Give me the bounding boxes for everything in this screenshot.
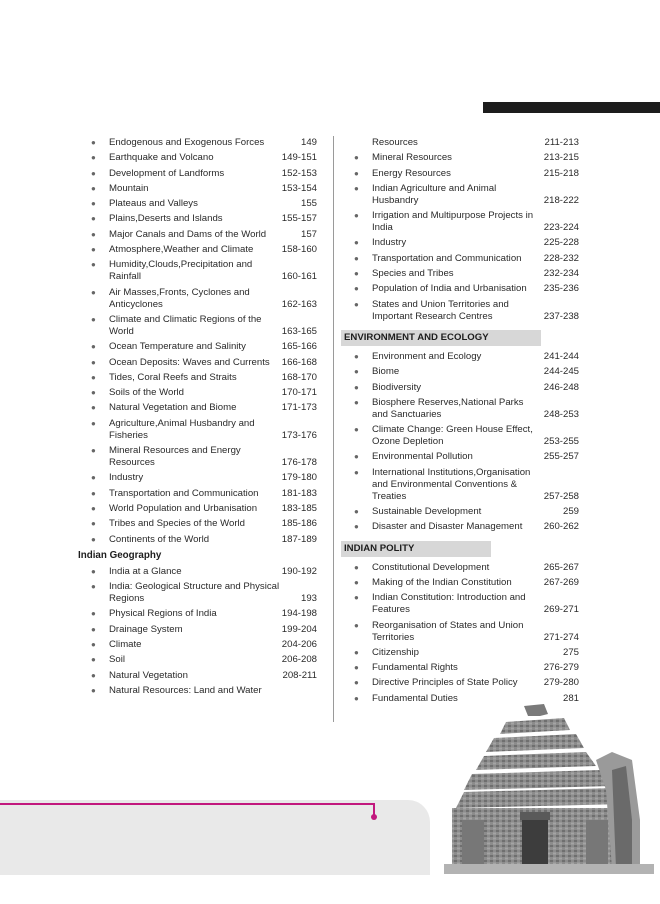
bullet-icon: ● [354, 522, 359, 532]
toc-entry[interactable] [341, 351, 579, 366]
toc-entry-title: Climate Change: Green House Effect, Ozone Depletion [372, 424, 533, 448]
toc-entry[interactable] [78, 402, 317, 417]
toc-entry-pages: 248-253 [543, 408, 579, 420]
toc-entry-pages: 269-271 [543, 604, 579, 616]
bullet-icon: ● [91, 403, 96, 413]
toc-entry[interactable] [78, 152, 317, 167]
toc-entry-pages: 160-161 [281, 271, 317, 283]
toc-entry-title: Tides, Coral Reefs and Straits [109, 371, 237, 383]
bullet-icon: ● [91, 357, 96, 367]
toc-entry-pages: 206-208 [281, 654, 317, 666]
indian-geography-list [78, 566, 317, 700]
toc-entry[interactable] [78, 229, 317, 244]
toc-entry[interactable] [341, 467, 579, 506]
bullet-icon: ● [354, 452, 359, 462]
bullet-icon: ● [91, 138, 96, 147]
toc-entry-title: India at a Glance [109, 565, 182, 577]
bullet-icon: ● [354, 168, 359, 178]
section-heading-indian-polity: INDIAN POLITY [341, 541, 491, 557]
toc-entry-title: States and Union Territories and Important Research Centres [372, 298, 509, 322]
toc-entry[interactable] [78, 445, 317, 472]
toc-entry-pages: 246-248 [543, 381, 579, 393]
toc-entry-pages: 155 [300, 198, 317, 210]
toc-entry-pages: 211-213 [544, 137, 579, 148]
toc-entry-pages: 168-170 [281, 371, 317, 383]
bullet-icon: ● [91, 582, 96, 592]
toc-entry-title: Physical Regions of India [109, 608, 217, 620]
toc-entry[interactable] [78, 418, 317, 445]
toc-entry-title: Sustainable Development [372, 506, 482, 518]
toc-entry-title: Making of the Indian Constitution [372, 576, 512, 588]
toc-entry-pages: 265-267 [543, 561, 579, 573]
bullet-icon: ● [91, 372, 96, 382]
toc-entry-title: Transportation and Communication [372, 252, 522, 264]
bullet-icon: ● [91, 183, 96, 193]
world-geography-list [78, 137, 317, 549]
bullet-icon: ● [354, 351, 359, 361]
toc-entry-pages: 208-211 [282, 669, 317, 681]
toc-entry-title: Environment and Ecology [372, 350, 482, 362]
toc-entry-title: Natural Vegetation and Biome [109, 402, 237, 414]
toc-entry-title: Disaster and Disaster Management [372, 521, 523, 533]
toc-entry-pages: 149-151 [281, 152, 317, 164]
toc-entry-title: Species and Tribes [372, 268, 454, 280]
toc-entry[interactable] [78, 198, 317, 213]
toc-entry[interactable] [341, 647, 579, 662]
bullet-icon: ● [354, 562, 359, 572]
toc-entry[interactable] [78, 654, 317, 669]
bullet-icon: ● [354, 593, 359, 603]
toc-entry-pages: 165-166 [281, 341, 317, 353]
toc-entry-pages: 271-274 [543, 631, 579, 643]
toc-entry-pages: 199-204 [281, 623, 317, 635]
bullet-icon: ● [354, 382, 359, 392]
toc-entry-pages: 163-165 [281, 325, 317, 337]
bullet-icon: ● [91, 388, 96, 398]
footer-band [0, 800, 430, 875]
bullet-icon: ● [91, 534, 96, 544]
toc-left-column [78, 137, 317, 700]
toc-entry-pages: 158-160 [281, 244, 317, 256]
bullet-icon: ● [354, 183, 359, 193]
toc-entry[interactable] [78, 357, 317, 372]
toc-entry-title: Biome [372, 366, 400, 378]
toc-entry-title: Fundamental Rights [372, 662, 458, 674]
toc-entry-title: Endogenous and Exogenous Forces [109, 137, 265, 148]
bullet-icon: ● [91, 609, 96, 619]
toc-entry-title: Biosphere Reserves,National Parks and Sanctuaries [372, 396, 524, 420]
toc-entry-title: Air Masses,Fronts, Cyclones and Anticyclones [109, 286, 250, 310]
section-heading-indian-geography: Indian Geography [78, 549, 162, 561]
bullet-icon: ● [91, 685, 96, 695]
toc-entry-pages: 187-189 [281, 533, 317, 545]
bullet-icon: ● [91, 229, 96, 239]
bullet-icon: ● [91, 260, 96, 270]
toc-entry-pages: 281 [562, 692, 579, 704]
toc-entry[interactable] [78, 137, 317, 152]
toc-entry-title: World Population and Urbanisation [109, 502, 258, 514]
toc-entry-pages: 255-257 [543, 451, 579, 463]
bullet-icon: ● [354, 647, 359, 657]
toc-entry[interactable] [341, 592, 579, 619]
bullet-icon: ● [354, 577, 359, 587]
bullet-icon: ● [354, 367, 359, 377]
bullet-icon: ● [354, 153, 359, 163]
bullet-icon: ● [91, 473, 96, 483]
toc-entry-title: Major Canals and Dams of the World [109, 228, 267, 240]
bullet-icon: ● [91, 314, 96, 324]
bullet-icon: ● [91, 168, 96, 178]
toc-entry-pages: 244-245 [543, 366, 579, 378]
toc-entry-title: Ocean Deposits: Waves and Currents [109, 356, 270, 368]
toc-entry[interactable] [341, 662, 579, 677]
toc-entry-title: Continents of the World [109, 533, 210, 545]
toc-entry-pages: 173-176 [281, 429, 317, 441]
toc-entry[interactable] [78, 314, 317, 341]
bullet-icon: ● [91, 670, 96, 680]
toc-entry-title: Indian Agriculture and Animal Husbandry [372, 182, 497, 206]
bullet-icon: ● [91, 640, 96, 650]
toc-entry[interactable] [78, 372, 317, 387]
bullet-icon: ● [91, 624, 96, 634]
toc-entry[interactable] [78, 685, 317, 700]
bullet-icon: ● [91, 153, 96, 163]
toc-entry-title: Development of Landforms [109, 167, 225, 179]
toc-entry-pages: 179-180 [281, 472, 317, 484]
toc-entry-title: Mineral Resources and Energy Resources [109, 445, 241, 469]
toc-entry[interactable] [78, 566, 317, 581]
toc-entry-title: Directive Principles of State Policy [372, 677, 518, 689]
column-divider [333, 136, 334, 722]
toc-entry-pages: 213-215 [543, 152, 579, 164]
toc-entry[interactable] [341, 168, 579, 183]
toc-entry-pages: 253-255 [543, 436, 579, 448]
toc-entry-pages: 152-153 [281, 167, 317, 179]
toc-entry-title: Climate and Climatic Regions of the World [109, 313, 262, 337]
toc-entry[interactable] [78, 534, 317, 549]
toc-entry[interactable] [78, 624, 317, 639]
toc-entry-title: Citizenship [372, 646, 419, 658]
toc-entry[interactable] [341, 577, 579, 592]
toc-entry-pages: 237-238 [543, 310, 579, 322]
bullet-icon: ● [354, 507, 359, 517]
toc-entry[interactable] [341, 152, 579, 167]
toc-entry-title: Atmosphere,Weather and Climate [109, 244, 254, 256]
toc-entry[interactable] [78, 183, 317, 198]
toc-entry[interactable] [78, 581, 317, 608]
toc-entry-pages: 257-258 [543, 490, 579, 502]
toc-entry-title: Mountain [109, 182, 149, 194]
bullet-icon: ● [91, 566, 96, 576]
bullet-icon: ● [91, 655, 96, 665]
bullet-icon: ● [354, 425, 359, 435]
toc-entry[interactable] [341, 253, 579, 268]
toc-entry[interactable] [341, 299, 579, 326]
toc-entry-pages: 166-168 [281, 356, 317, 368]
bullet-icon: ● [354, 269, 359, 279]
toc-entry[interactable] [341, 521, 579, 536]
bullet-icon: ● [91, 418, 96, 428]
toc-entry[interactable] [341, 397, 579, 424]
toc-entry-title: Agriculture,Animal Husbandry and Fisheries [109, 417, 255, 441]
bullet-icon: ● [91, 199, 96, 209]
toc-entry-pages: 232-234 [543, 268, 579, 280]
indian-economy-geography-list [341, 152, 579, 326]
toc-entry[interactable] [78, 168, 317, 183]
bullet-icon: ● [91, 503, 96, 513]
toc-entry-title: Biodiversity [372, 381, 422, 393]
bullet-icon: ● [354, 620, 359, 630]
footer-accent-line [0, 803, 375, 805]
toc-entry[interactable] [78, 670, 317, 685]
toc-entry-title: Soils of the World [109, 387, 185, 399]
toc-entry-pages: 190-192 [281, 565, 317, 577]
toc-entry[interactable] [78, 608, 317, 623]
toc-entry-title: India: Geological Structure and Physical Regions [109, 581, 280, 605]
toc-entry[interactable] [341, 620, 579, 647]
bullet-icon: ● [354, 397, 359, 407]
toc-entry[interactable] [78, 518, 317, 533]
toc-entry-title: Soil [109, 654, 125, 666]
toc-entry-pages: 183-185 [281, 502, 317, 514]
toc-entry-pages: 171-173 [281, 402, 317, 414]
toc-entry-title: Resources [372, 137, 418, 148]
toc-entry-title: Industry [372, 237, 407, 249]
toc-entry[interactable] [78, 503, 317, 518]
bullet-icon: ● [354, 467, 359, 477]
toc-entry[interactable] [341, 677, 579, 692]
toc-entry-title: Fundamental Duties [372, 692, 458, 704]
toc-entry-pages: 275 [562, 646, 579, 658]
toc-entry-title: International Institutions,Organisation and Environmental Conventions & Treaties [372, 466, 531, 502]
toc-entry-title: Reorganisation of States and Union Territories [372, 619, 524, 643]
toc-entry[interactable] [78, 387, 317, 402]
bullet-icon: ● [354, 253, 359, 263]
toc-entry-title: Drainage System [109, 623, 183, 635]
toc-entry-title: Irrigation and Multipurpose Projects in India [372, 210, 534, 234]
toc-entry-pages: 259 [562, 506, 579, 518]
toc-entry-title: Tribes and Species of the World [109, 518, 245, 530]
toc-entry[interactable] [78, 472, 317, 487]
toc-entry[interactable] [78, 287, 317, 314]
bullet-icon: ● [91, 488, 96, 498]
toc-entry[interactable] [341, 424, 579, 451]
toc-entry[interactable] [341, 283, 579, 298]
toc-entry[interactable] [78, 259, 317, 286]
toc-entry-pages: 157 [300, 228, 317, 240]
toc-entry[interactable] [341, 268, 579, 283]
bullet-icon: ● [91, 519, 96, 529]
toc-entry[interactable] [78, 213, 317, 228]
toc-entry-title: Industry [109, 472, 144, 484]
bullet-icon: ● [91, 287, 96, 297]
toc-entry-title: Energy Resources [372, 167, 451, 179]
toc-entry-title: Constitutional Development [372, 561, 490, 573]
toc-entry[interactable] [341, 382, 579, 397]
bullet-icon: ● [354, 284, 359, 294]
bullet-icon: ● [91, 245, 96, 255]
toc-entry-pages: 215-218 [543, 167, 579, 179]
toc-entry-title: Transportation and Communication [109, 487, 259, 499]
toc-entry-pages: 276-279 [543, 662, 579, 674]
toc-entry-pages: 162-163 [281, 298, 317, 310]
toc-entry[interactable] [341, 366, 579, 381]
toc-entry-title: Population of India and Urbanisation [372, 283, 527, 295]
toc-entry-title: Ocean Temperature and Salinity [109, 341, 246, 353]
toc-entry-pages: 225-228 [543, 237, 579, 249]
toc-entry-pages: 241-244 [543, 350, 579, 362]
bullet-icon: ● [354, 211, 359, 221]
toc-entry-title: Humidity,Clouds,Precipitation and Rainfall [109, 259, 253, 283]
bullet-icon: ● [354, 678, 359, 688]
bullet-icon: ● [354, 693, 359, 703]
toc-entry-pages: 185-186 [281, 518, 317, 530]
toc-entry-pages: 218-222 [543, 194, 579, 206]
toc-entry[interactable] [341, 183, 579, 210]
temple-illustration-icon [436, 700, 660, 876]
toc-entry[interactable] [78, 639, 317, 654]
toc-entry-pages: 155-157 [281, 213, 317, 225]
toc-entry-title: Natural Vegetation [109, 669, 188, 681]
toc-entry-pages: 181-183 [281, 487, 317, 499]
bullet-icon: ● [91, 342, 96, 352]
toc-entry-pages: 235-236 [543, 283, 579, 295]
toc-entry-pages: 260-262 [543, 521, 579, 533]
toc-entry-pages: 228-232 [543, 252, 579, 264]
toc-entry[interactable] [341, 451, 579, 466]
toc-entry-title: Earthquake and Volcano [109, 152, 214, 164]
toc-entry-title: Plateaus and Valleys [109, 198, 198, 210]
bullet-icon: ● [354, 299, 359, 309]
section-heading-environment: ENVIRONMENT AND ECOLOGY [341, 330, 541, 346]
toc-entry-pages: 176-178 [281, 457, 317, 469]
bullet-icon: ● [354, 663, 359, 673]
toc-entry-pages: 204-206 [281, 639, 317, 651]
toc-entry-continued[interactable] [341, 137, 579, 152]
bullet-icon: ● [354, 238, 359, 248]
toc-entry-title: Indian Constitution: Introduction and Features [372, 592, 526, 616]
toc-entry[interactable] [341, 506, 579, 521]
indian-polity-list [341, 562, 579, 708]
toc-entry-pages: 193 [300, 593, 317, 605]
environment-list [341, 351, 579, 537]
toc-entry-pages: 223-224 [543, 222, 579, 234]
toc-entry-pages: 149 [300, 137, 317, 148]
toc-entry-pages: 194-198 [281, 608, 317, 620]
toc-entry-title: Plains,Deserts and Islands [109, 213, 223, 225]
bullet-icon: ● [91, 214, 96, 224]
toc-entry-pages: 170-171 [281, 387, 317, 399]
toc-entry[interactable] [78, 488, 317, 503]
toc-entry-title: Climate [109, 639, 142, 651]
top-header-bar [483, 102, 660, 113]
toc-entry[interactable] [78, 244, 317, 259]
toc-entry-pages: 279-280 [543, 677, 579, 689]
footer-accent-dot [371, 814, 377, 820]
toc-entry-pages: 267-269 [543, 576, 579, 588]
toc-entry[interactable] [341, 562, 579, 577]
toc-entry-title: Mineral Resources [372, 152, 452, 164]
toc-entry[interactable] [341, 237, 579, 252]
bullet-icon: ● [91, 446, 96, 456]
toc-right-column [341, 137, 579, 708]
toc-entry[interactable] [341, 210, 579, 237]
toc-entry[interactable] [78, 341, 317, 356]
toc-entry-pages: 153-154 [281, 182, 317, 194]
toc-entry-title: Natural Resources: Land and Water [109, 684, 262, 696]
toc-entry-title: Environmental Pollution [372, 451, 473, 463]
